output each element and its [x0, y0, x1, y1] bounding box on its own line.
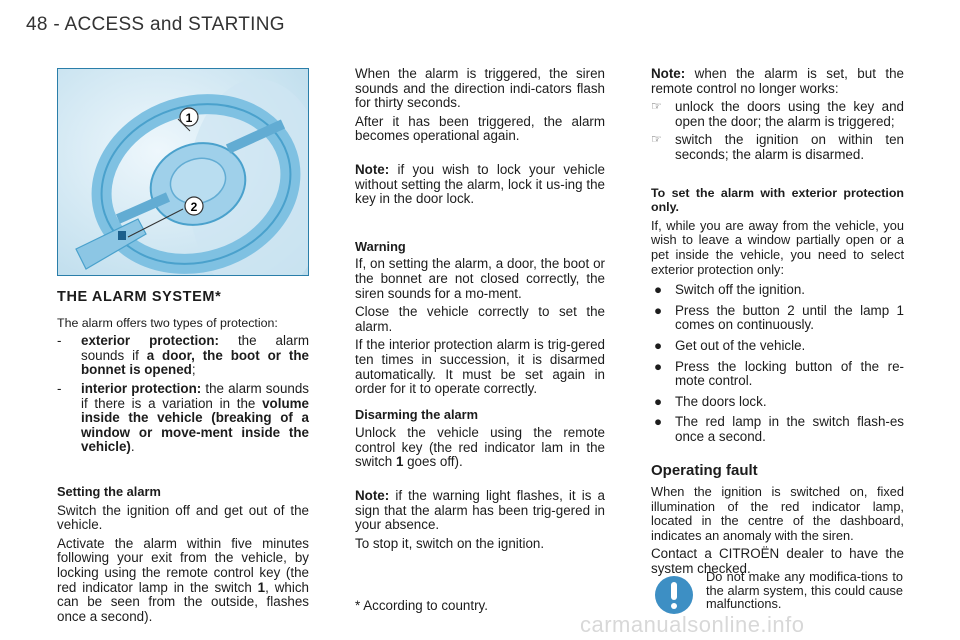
fault-paragraph-2: Contact a CITROËN dealer to have the system checked. — [651, 546, 904, 577]
item-text: Get out of the vehicle. — [675, 337, 806, 353]
callout-1-label: 1 — [185, 111, 193, 125]
operating-fault-title: Operating fault — [651, 462, 758, 480]
list-item — [651, 415, 904, 444]
bullet-dot-icon: ● — [654, 414, 663, 430]
exterior-only-intro: If, while you are away from the vehicle, you wish to leave a window partially open or a pet inside the vehicle, you need to select exterior protection only: — [651, 217, 904, 277]
bullet-dot-icon: ● — [654, 302, 663, 318]
bullet-dot-icon: ● — [654, 393, 663, 409]
list-item — [57, 382, 309, 455]
pointing-hand-icon: ☞ — [651, 132, 662, 147]
item-bold: a door, the boot or the bonnet is opened — [81, 347, 309, 378]
dash-marker: - — [57, 333, 62, 349]
setting-title: Setting the alarm — [57, 483, 161, 499]
note-flash-paragraph: Note: if the warning light flashes, it is a sign that the alarm has been trig-gered in your absence. — [355, 488, 605, 533]
section-heading: THE ALARM SYSTEM* — [57, 289, 222, 305]
item-text: the alarm sounds if there is a variation in the — [81, 380, 309, 411]
warning-box-text: Do not make any modifica-tions to the alarm system, this could cause malfunctions. — [706, 569, 903, 612]
footnote: * According to country. — [355, 598, 488, 613]
list-item — [57, 334, 309, 378]
steering-wheel-drawing — [58, 69, 308, 275]
note-lock-paragraph: Note: if you wish to lock your vehicle without setting the alarm, lock it us-ing the key in the door lock. — [355, 161, 605, 207]
disarm-title: Disarming the alarm — [355, 406, 479, 422]
bullet-dot-icon: ● — [654, 337, 663, 353]
item-label: exterior protection: — [81, 333, 219, 349]
item-bold: volume inside the vehicle (breaking of a window or move-ment inside the vehicle) — [81, 395, 309, 455]
item-text: Press the button 2 until the lamp 1 comes on continuously. — [675, 302, 904, 333]
list-item — [651, 304, 904, 333]
setting-paragraph-1: Switch the ignition off and get out of the vehicle. — [57, 502, 309, 533]
bullet-dot-icon: ● — [654, 282, 663, 298]
watermark: carmanualsonline.info — [580, 612, 805, 637]
item-text: The red lamp in the switch flash-es once a second. — [675, 414, 904, 444]
warning-paragraph-2: Close the vehicle correctly to set the alarm. — [355, 304, 605, 334]
column-2 — [355, 67, 605, 551]
item-text: unlock the doors using the key and open the door; the alarm is triggered; — [675, 99, 904, 129]
fault-paragraph-1: When the ignition is switched on, fixed illumination of the red indicator lamp, located in the centre of the dashboard, indicates an anomaly with the siren. — [651, 484, 904, 543]
item-text: The doors lock. — [675, 393, 767, 409]
warning-title: Warning — [355, 238, 406, 254]
warning-paragraph-1: If, on setting the alarm, a door, the boot or the bonnet are not closed correctly, the siren sounds for a mo-ment. — [355, 256, 605, 301]
list-item — [651, 360, 904, 389]
page-header: 48 - ACCESS and STARTING — [26, 14, 285, 35]
item-text: Press the locking button of the re-mote control. — [675, 358, 904, 389]
callout-2-label: 2 — [190, 200, 198, 214]
item-text: switch the ignition on within ten seconds; the alarm is disarmed. — [675, 132, 904, 162]
column-1 — [57, 290, 309, 624]
note-remote-paragraph: Note: when the alarm is set, but the remote control no longer works: — [651, 66, 904, 96]
item-text-end: ; — [191, 362, 196, 378]
item-text-end: . — [130, 439, 135, 455]
column-3 — [651, 67, 904, 577]
exclamation-warning-icon — [655, 576, 693, 614]
after-trigger-paragraph: After it has been triggered, the alarm becomes operational again. — [355, 113, 605, 144]
disarm-paragraph: Unlock the vehicle using the remote control key (the red indicator lam in the switch 1 goes off). — [355, 425, 605, 470]
list-item — [651, 100, 904, 129]
list-item — [651, 283, 904, 298]
item-text: Switch off the ignition. — [675, 282, 806, 298]
stop-paragraph: To stop it, switch on the ignition. — [355, 535, 545, 551]
list-item — [651, 395, 904, 410]
list-item — [651, 339, 904, 354]
intro-text: The alarm offers two types of protection: — [57, 315, 278, 330]
setting-paragraph-2: Activate the alarm within five minutes following your exit from the vehicle, by locking using the remote control key (the red indicator lamp in the switch 1, which can be seen from the outside, flashes once a second). — [57, 535, 309, 624]
warning-paragraph-3: If the interior protection alarm is trig-gered ten times in succession, it is disarmed automatically. It must be set again in order for it to operate correctly. — [355, 337, 605, 397]
item-label: interior protection: — [81, 380, 202, 396]
exterior-only-title: To set the alarm with exterior protection only. — [651, 185, 904, 215]
item-text: the alarm sounds if — [81, 333, 309, 363]
dash-marker: - — [57, 380, 62, 396]
list-item — [651, 133, 904, 162]
steering-wheel-illustration — [57, 68, 309, 276]
trigger-paragraph: When the alarm is triggered, the siren sounds and the direction indi-cators flash for thirty seconds. — [355, 66, 605, 111]
pointing-hand-icon: ☞ — [651, 99, 662, 114]
bullet-dot-icon: ● — [654, 358, 663, 374]
